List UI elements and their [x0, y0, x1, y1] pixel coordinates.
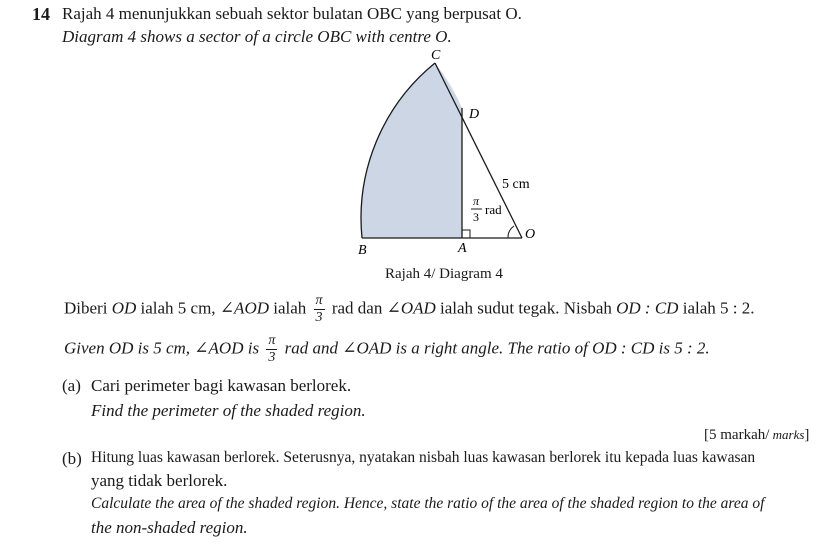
part-a-marks	[704, 427, 809, 444]
fraction-numerator: π	[315, 293, 323, 308]
question-number: 14	[32, 4, 50, 24]
given-en-fraction	[266, 334, 277, 365]
label-d: D	[469, 107, 480, 122]
marks-malay: [5 markah/	[704, 427, 770, 443]
diagram-caption: Rajah 4/ Diagram 4	[385, 266, 503, 282]
angle-arc	[508, 226, 514, 238]
part-b-english-line1: Calculate the area of the shaded region. Hence, state the ratio of the area of the shaded region to the area of	[91, 495, 765, 512]
given-my-angle-aod: ∠AOD	[219, 298, 269, 318]
given-my-text-1: Diberi	[64, 298, 112, 318]
part-b-english-line2: the non-shaded region.	[91, 518, 248, 537]
given-my-ratio-value: 5 : 2.	[720, 298, 755, 318]
question-title-malay: Rajah 4 menunjukkan sebuah sektor bulatan OBC yang berpusat O.	[62, 4, 522, 23]
given-my-angle-oad: ∠OAD	[386, 298, 436, 318]
part-a-malay: Cari perimeter bagi kawasan berlorek.	[91, 376, 352, 395]
given-my-fraction	[314, 294, 325, 325]
angle-denominator: 3	[473, 210, 479, 224]
label-c: C	[431, 48, 441, 63]
part-b-malay-line2: yang tidak berlorek.	[91, 471, 228, 490]
marks-english: marks	[769, 427, 805, 442]
part-b-malay-line1: Hitung luas kawasan berlorek. Seterusnya, nyatakan nisbah luas kawasan berlorek itu kepada luas kawasan	[91, 449, 756, 466]
given-my-od: OD	[111, 298, 137, 318]
od-length-label: 5 cm	[502, 177, 530, 192]
fraction-denominator: 3	[268, 350, 276, 365]
label-b: B	[358, 243, 367, 258]
question-title-english: Diagram 4 shows a sector of a circle OBC with centre O.	[62, 27, 452, 46]
marks-close: ]	[804, 427, 810, 443]
part-b-label: (b)	[62, 449, 82, 468]
angle-numerator: π	[473, 194, 480, 208]
given-en-text-2: rad and ∠OAD is a right angle. The ratio of OD : CD is 5 : 2.	[280, 338, 710, 358]
right-angle-marker	[462, 230, 470, 238]
given-my-text-2: ialah 5 cm,	[136, 298, 220, 318]
shaded-region	[361, 63, 462, 238]
given-my-text-6: ialah	[678, 298, 721, 318]
part-a-label: (a)	[62, 376, 81, 395]
given-my-text-4: rad dan	[327, 298, 387, 318]
label-a: A	[458, 241, 467, 256]
given-my-ratio: OD : CD	[616, 298, 679, 318]
given-my-text-3: ialah	[269, 298, 311, 318]
sector-diagram	[330, 48, 550, 288]
given-malay	[64, 294, 755, 325]
part-a-english: Find the perimeter of the shaded region.	[91, 401, 366, 420]
given-english	[64, 334, 710, 365]
angle-unit: rad	[485, 202, 502, 217]
given-en-text-1: Given OD is 5 cm, ∠AOD is	[64, 338, 264, 358]
fraction-numerator: π	[268, 333, 276, 348]
fraction-denominator: 3	[315, 310, 323, 325]
given-my-text-5: ialah sudut tegak. Nisbah	[435, 298, 617, 318]
label-o: O	[525, 227, 536, 242]
